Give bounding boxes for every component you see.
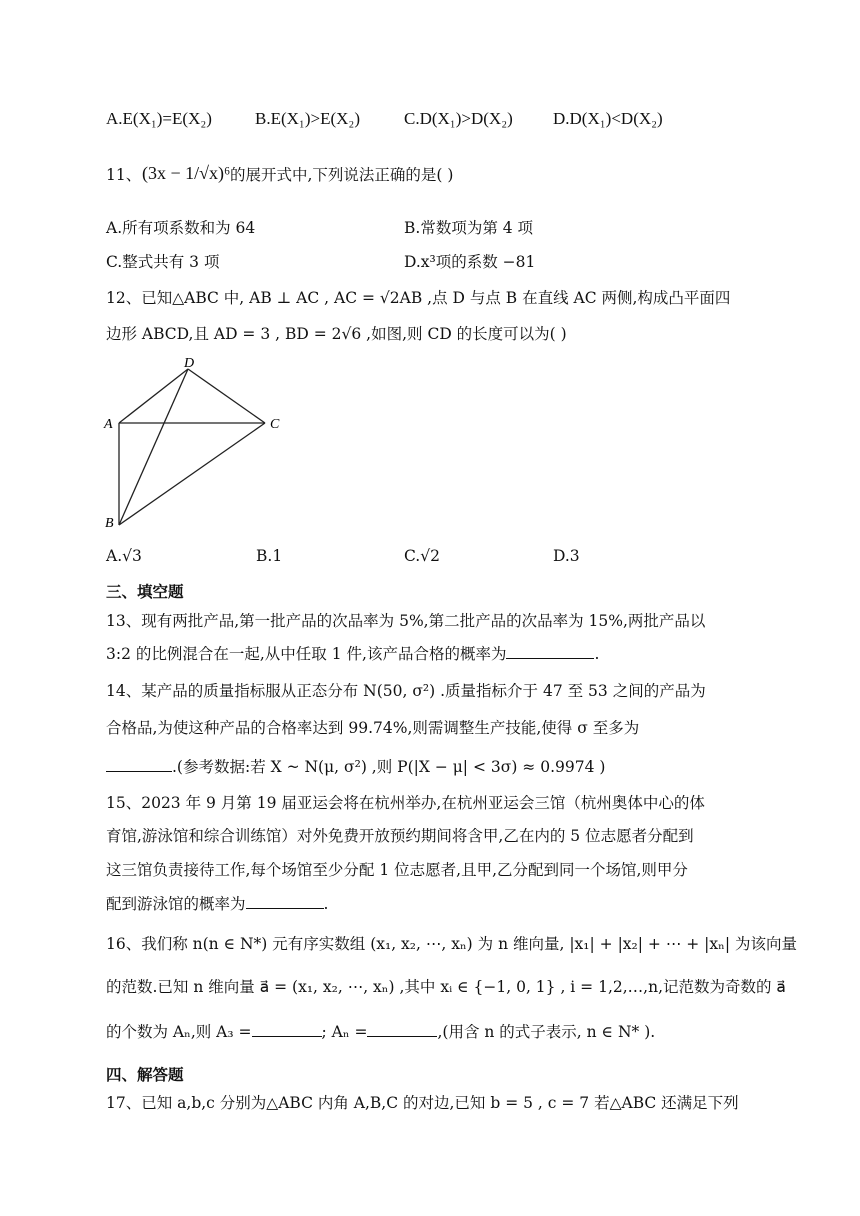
q10-option-d: D.D(X₁)<D(X₂) bbox=[553, 109, 663, 128]
q14-line-1: 14、某产品的质量指标服从正态分布 N(50, σ²) .质量指标介于 47 至 53 之间的产品为 bbox=[106, 682, 706, 700]
q14-line-2: 合格品,为使这种产品的合格率达到 99.74%,则需调整生产技能,使得 σ 至多为 bbox=[106, 719, 640, 737]
q16-line-1: 16、我们称 n(n ∈ N*) 元有序实数组 (x₁, x₂, ⋯, xₙ) 为 n 维向量, |x₁| + |x₂| + ⋯ + |xₙ| 为该向量 bbox=[106, 935, 797, 953]
q14-answer-blank[interactable] bbox=[106, 755, 172, 772]
q11-number: 11、 bbox=[106, 166, 142, 184]
q15-line-1: 15、2023 年 9 月第 19 届亚运会将在杭州举办,在杭州亚运会三馆（杭州奥体中心的体 bbox=[106, 794, 705, 812]
q16-line-3 bbox=[106, 1020, 655, 1043]
q15-line-2: 育馆,游泳馆和综合训练馆）对外免费开放预约期间将含甲,乙在内的 5 位志愿者分配到 bbox=[106, 827, 694, 845]
q14-line-3 bbox=[106, 755, 605, 778]
q15-line-4 bbox=[106, 892, 328, 915]
quadrilateral-figure bbox=[100, 355, 300, 535]
vertex-label-c: C bbox=[270, 417, 280, 432]
q13-answer-blank[interactable] bbox=[506, 642, 594, 659]
q11-expression: (3x − 1/√x)⁶ bbox=[142, 163, 231, 183]
q16-text-a: 的个数为 Aₙ,则 A₃ = bbox=[106, 1023, 252, 1041]
q13-end: . bbox=[594, 645, 600, 663]
q16-text-c: ,(用含 n 的式子表示, n ∈ N* ). bbox=[437, 1023, 656, 1041]
section-heading-fill-in: 三、填空题 bbox=[106, 583, 184, 601]
q12-option-d: D.3 bbox=[553, 547, 580, 565]
q15-line-3: 这三馆负责接待工作,每个场馆至少分配 1 位志愿者,且甲,乙分配到同一个场馆,则甲分 bbox=[106, 861, 688, 879]
q10-option-b: B.E(X₁)>E(X₂) bbox=[255, 109, 360, 128]
q17-line-1: 17、已知 a,b,c 分别为△ABC 内角 A,B,C 的对边,已知 b = 5 , c = 7 若△ABC 还满足下列 bbox=[106, 1094, 739, 1112]
q16-answer-blank-1[interactable] bbox=[252, 1020, 322, 1037]
vertex-label-a: A bbox=[104, 417, 113, 432]
q11-option-c: C.整式共有 3 项 bbox=[106, 253, 220, 271]
section-heading-answers: 四、解答题 bbox=[106, 1066, 184, 1084]
q16-line-2: 的范数.已知 n 维向量 a⃗ = (x₁, x₂, ⋯, xₙ) ,其中 xᵢ ∈ {−1, 0, 1} , i = 1,2,…,n,记范数为奇数的 a⃗ bbox=[106, 978, 786, 996]
q12-line-1: 12、已知△ABC 中, AB ⊥ AC , AC = √2AB ,点 D 与点 B 在直线 AC 两侧,构成凸平面四 bbox=[106, 289, 731, 307]
vertex-label-d: D bbox=[184, 356, 195, 371]
vertex-label-b: B bbox=[105, 516, 114, 531]
q10-option-c: C.D(X₁)>D(X₂) bbox=[404, 109, 513, 128]
q13-line-1: 13、现有两批产品,第一批产品的次品率为 5%,第二批产品的次品率为 15%,两批产品以 bbox=[106, 612, 706, 630]
q12-line-2: 边形 ABCD,且 AD = 3 , BD = 2√6 ,如图,则 CD 的长度可以为( ) bbox=[106, 325, 567, 343]
q16-text-b: ; Aₙ = bbox=[321, 1023, 368, 1041]
q15-answer-blank[interactable] bbox=[246, 892, 324, 909]
q14-reference: .(参考数据:若 X ~ N(μ, σ²) ,则 P(|X − μ| < 3σ) ≈ 0.9974 ) bbox=[172, 758, 606, 776]
q13-line-2 bbox=[106, 642, 599, 665]
q11-option-b: B.常数项为第 4 项 bbox=[404, 219, 534, 237]
q11-stem: 的展开式中,下列说法正确的是( ) bbox=[230, 166, 454, 184]
q15-end: . bbox=[323, 895, 329, 913]
q11-option-a: A.所有项系数和为 64 bbox=[106, 219, 256, 237]
q11-option-d: D.x³项的系数 −81 bbox=[404, 253, 536, 271]
q12-option-c: C.√2 bbox=[404, 547, 440, 565]
q15-text: 配到游泳馆的概率为 bbox=[106, 895, 246, 913]
q12-option-a: A.√3 bbox=[106, 547, 142, 565]
q13-text: 3:2 的比例混合在一起,从中任取 1 件,该产品合格的概率为 bbox=[106, 645, 507, 663]
q12-option-b: B.1 bbox=[256, 547, 283, 565]
q16-answer-blank-2[interactable] bbox=[367, 1020, 437, 1037]
q10-option-a: A.E(X₁)=E(X₂) bbox=[106, 109, 212, 128]
